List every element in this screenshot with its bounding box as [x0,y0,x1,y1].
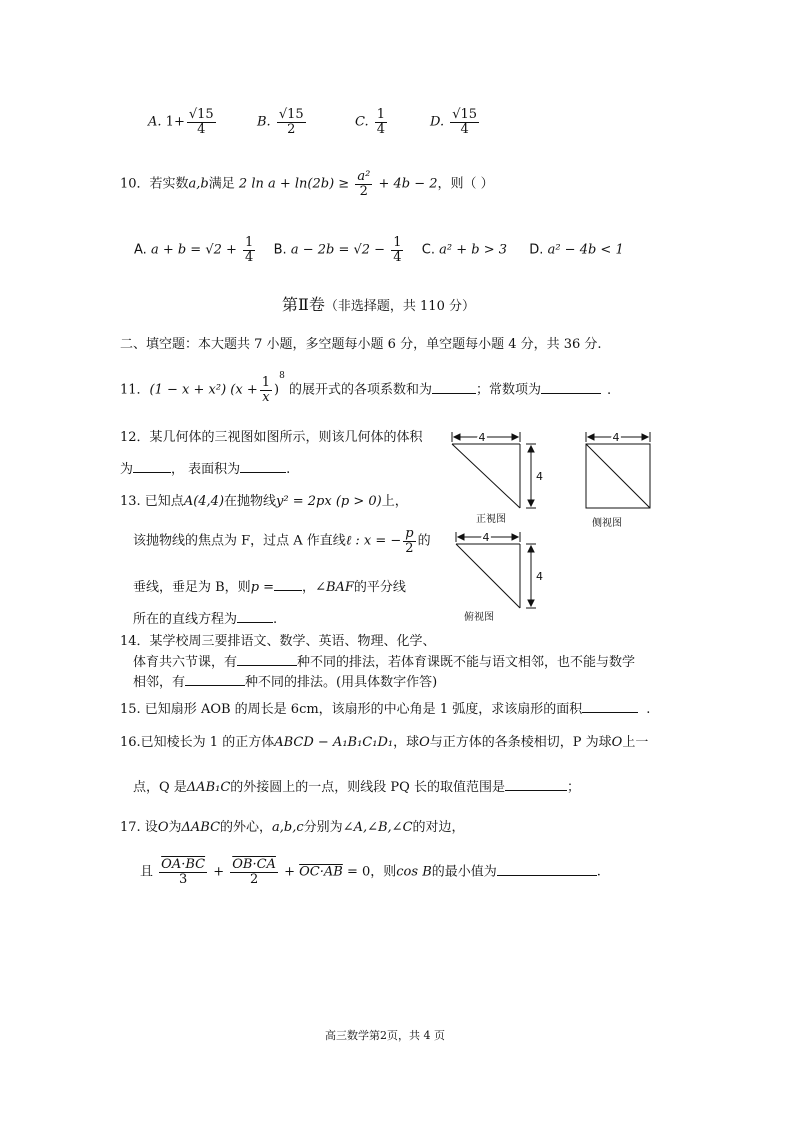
dim-front-width: 4 [478,431,486,444]
frac-den: 3 [178,871,188,887]
q17-line1 [120,816,465,835]
frac-num: OB·CA [232,857,276,872]
q13-p-eq: p = [250,580,275,595]
frac-den: 2 [359,183,368,199]
q13-line3-b: ， [302,580,316,595]
q11 [120,371,612,405]
frac-num: √15 [188,107,214,122]
q11-expr2-post: ) [274,382,280,398]
side-view-label: 侧视图 [592,518,622,529]
q9-option-a [148,108,218,136]
q11-number: 11． [120,382,150,398]
q17-line2-c: 的最小值为 [431,864,497,880]
frac-den: 4 [245,249,254,265]
q11-blank1[interactable] [432,381,476,394]
q12-line2 [120,458,290,477]
frac-den: 2 [405,540,414,556]
q17-line2-a: 且 [140,864,154,880]
q13-line3-a: 垂线，垂足为 B，则 [133,580,251,595]
q14-line1: 14．某学校周三要排语文、数学、英语、物理、化学、 [120,634,436,649]
q11-end: . [607,382,612,398]
frac-num: a² [357,169,371,184]
q13-line1-a: 13. 已知点 [120,494,184,509]
q9-option-d-frac [450,108,479,136]
q10-ineq-right: + 4b − 2 [378,176,438,192]
q12-line2-b: ， 表面积为 [171,462,241,477]
frac-den: 4 [376,121,386,137]
q12-blank2[interactable] [240,460,286,473]
q14-line2-a: 体育共六节课，有 [133,655,238,670]
q17-abc: a,b,c [272,820,304,835]
q10-mid: 满足 [208,176,235,192]
q13-parabola: y² = 2px (p > 0) [276,494,382,509]
q16-end: ； [566,780,580,795]
q10-opt-a-label: A. [134,242,147,258]
dim-side-width: 4 [612,431,620,444]
q16-line1-b: ，球 [393,735,420,750]
q10-opt-a: a + b = √2 + [150,242,237,258]
q13-blank1[interactable] [274,578,302,591]
q13-line4 [133,608,277,627]
q11-expr2-pre: (x + [230,382,258,398]
q10-suffix: ，则（ ） [437,176,494,192]
q12-line2-a: 为 [120,462,134,477]
frac-den: 2 [249,871,259,887]
q16-cube: ABCD − A₁B₁C₁D₁ [274,735,394,750]
q17-tri: ΔABC [181,820,221,835]
q16-tri: ΔAB₁C [186,780,231,795]
q9-option-c-label: C. [355,114,369,130]
q16-line1-d: 上一 [622,735,649,750]
q17-line1-d: 分别为 [303,820,343,835]
frac-num: OA·BC [161,857,206,872]
q17-cosb: cos B [396,864,432,880]
q9-option-b [257,108,308,136]
q13-line4-text: 所在的直线方程为 [133,612,238,627]
q12-line1: 12．某几何体的三视图如图所示，则该几何体的体积 [120,430,423,445]
frac-den: 4 [460,121,469,137]
q15 [120,698,650,717]
q16-line1-a: 16.已知棱长为 1 的正方体 [120,735,275,750]
q13-line3 [133,576,406,595]
q10-options [134,236,624,264]
q17-plus1: + [213,864,225,880]
q16-line2-a: 点，Q 是 [133,780,187,795]
q17-line2 [140,858,601,886]
q14-line3-b: 种不同的排法。(用具体数字作答) [245,675,438,690]
q10-frac [355,170,372,198]
q17-line1-b: 为 [168,820,182,835]
dim-top-height: 4 [536,570,543,583]
q17-line1-c: 的外心， [220,820,273,835]
q16-o: O [419,735,430,750]
q11-frac [260,376,272,404]
q17-blank[interactable] [497,863,597,876]
dim-front-height: 4 [536,470,543,483]
q17-line2-b: ，则 [370,864,397,880]
frac-den: 4 [197,121,206,137]
q10-opt-b-frac [391,236,403,264]
q14-blank2[interactable] [185,673,245,686]
q9-option-c-frac [375,108,387,136]
q9-option-a-frac [187,108,216,136]
q17-o: O [157,820,169,835]
q13-angle: ∠BAF [315,580,354,595]
q13-line1-b: 在抛物线 [224,494,277,509]
q13-line2-a: 该抛物线的焦点为 F，过点 A 作直线 [133,533,346,549]
q13-line1 [120,490,408,509]
q15-end: . [646,702,651,717]
q13-line1-c: 上， [381,494,408,509]
top-view [456,532,536,608]
q10-opt-d-label: D. [529,242,544,258]
q17-plus2: + [284,864,295,880]
q10-stem [120,170,494,198]
q11-text2: ；常数项为 [475,382,541,398]
q17-frac1 [159,858,207,886]
three-views-diagram [440,424,670,624]
section-title: 第Ⅱ卷 [282,295,325,314]
q10-ineq-left: 2 ln a + ln(2b) ≥ [238,176,350,192]
frac-num: 1 [245,235,254,250]
q16-line2 [133,776,580,795]
q17-angles: ∠A,∠B,∠C [342,820,413,835]
q9-option-d-label: D. [430,114,445,130]
q11-expr1: (1 − x + x²) [149,382,227,398]
section-subtitle: （非选择题，共 110 分） [324,299,475,314]
q13-line3-c: 的平分线 [353,580,406,595]
q13-point: A(4,4) [183,494,225,509]
q9-option-c [355,108,389,136]
q17-eq: = 0 [346,864,371,880]
front-view [452,432,536,508]
dim-top-width: 4 [482,531,490,544]
frac-den: 2 [287,121,296,137]
q14-line3 [133,671,437,690]
front-view-label: 正視图 [476,514,506,525]
frac-num: √15 [278,107,304,122]
q17-line1-a: 17. 设 [120,820,158,835]
q12-end: . [286,462,291,477]
frac-num: p [405,526,414,541]
q9-option-b-label: B. [257,114,271,130]
q17-end: . [596,864,601,880]
q13-frac [403,527,415,555]
q11-text1: 的展开式的各项系数和为 [288,382,432,398]
q14-line2 [133,651,635,670]
q16-line1-c: 与正方体的各条棱相切，P 为球 [429,735,612,750]
q14-line3-a: 相邻，有 [133,675,186,690]
q9-option-a-expr: 1+ [165,114,185,130]
q12-blank1[interactable] [133,460,171,473]
frac-num: 1 [376,107,386,122]
q9-option-b-frac [277,108,306,136]
q13-end: . [273,612,278,627]
q15-blank[interactable] [582,700,638,713]
q10-opt-b: a − 2b = √2 − [290,242,386,258]
frac-num: 1 [261,375,271,390]
q11-power: 8 [279,371,285,382]
q9-option-d [430,108,481,136]
q17-line1-e: 的对边， [412,820,465,835]
q16-line1 [120,731,648,750]
q14-line2-b: 种不同的排法，若体育课既不能与语文相邻，也不能与数学 [297,655,636,670]
q10-opt-c-label: C. [421,242,435,258]
q13-line-eq: ℓ : x = − [345,533,402,549]
q9-option-a-label: A. [148,114,162,130]
top-view-label: 俯视图 [464,612,494,623]
q17-term3: OC·AB [299,864,343,880]
q11-blank2[interactable] [541,381,601,394]
q16-line2-b: 的外接圆上的一点，则线段 PQ 长的取值范围是 [230,780,505,795]
q17-frac2 [230,858,278,886]
frac-num: √15 [452,107,478,122]
frac-den: x [262,389,270,405]
frac-num: 1 [393,235,402,250]
q13-blank2[interactable] [237,610,273,623]
q16-o-2: O [611,735,623,750]
frac-den: 4 [393,249,402,265]
q10-opt-a-frac [243,236,255,264]
q10-opt-d: a² − 4b < 1 [547,242,624,258]
q10-opt-c: a² + b > 3 [439,242,507,258]
q16-blank[interactable] [505,778,567,791]
page-footer: 高三数学第2页，共 4 页 [325,1029,445,1042]
q13-line2 [133,527,431,555]
q10-prefix: 10．若实数 [120,176,189,192]
q15-text: 15. 已知扇形 AOB 的周长是 6cm，该扇形的中心角是 1 弧度，求该扇形的面积 [120,702,583,717]
q10-opt-b-label: B. [273,242,287,258]
section-instructions: 二、填空题：本大题共 7 小题，多空题每小题 6 分，单空题每小题 4 分，共 36 分. [120,337,602,352]
section-heading [282,292,475,315]
q10-vars: a,b [188,176,209,192]
q14-blank1[interactable] [237,653,297,666]
q13-line2-b: 的 [417,533,431,549]
